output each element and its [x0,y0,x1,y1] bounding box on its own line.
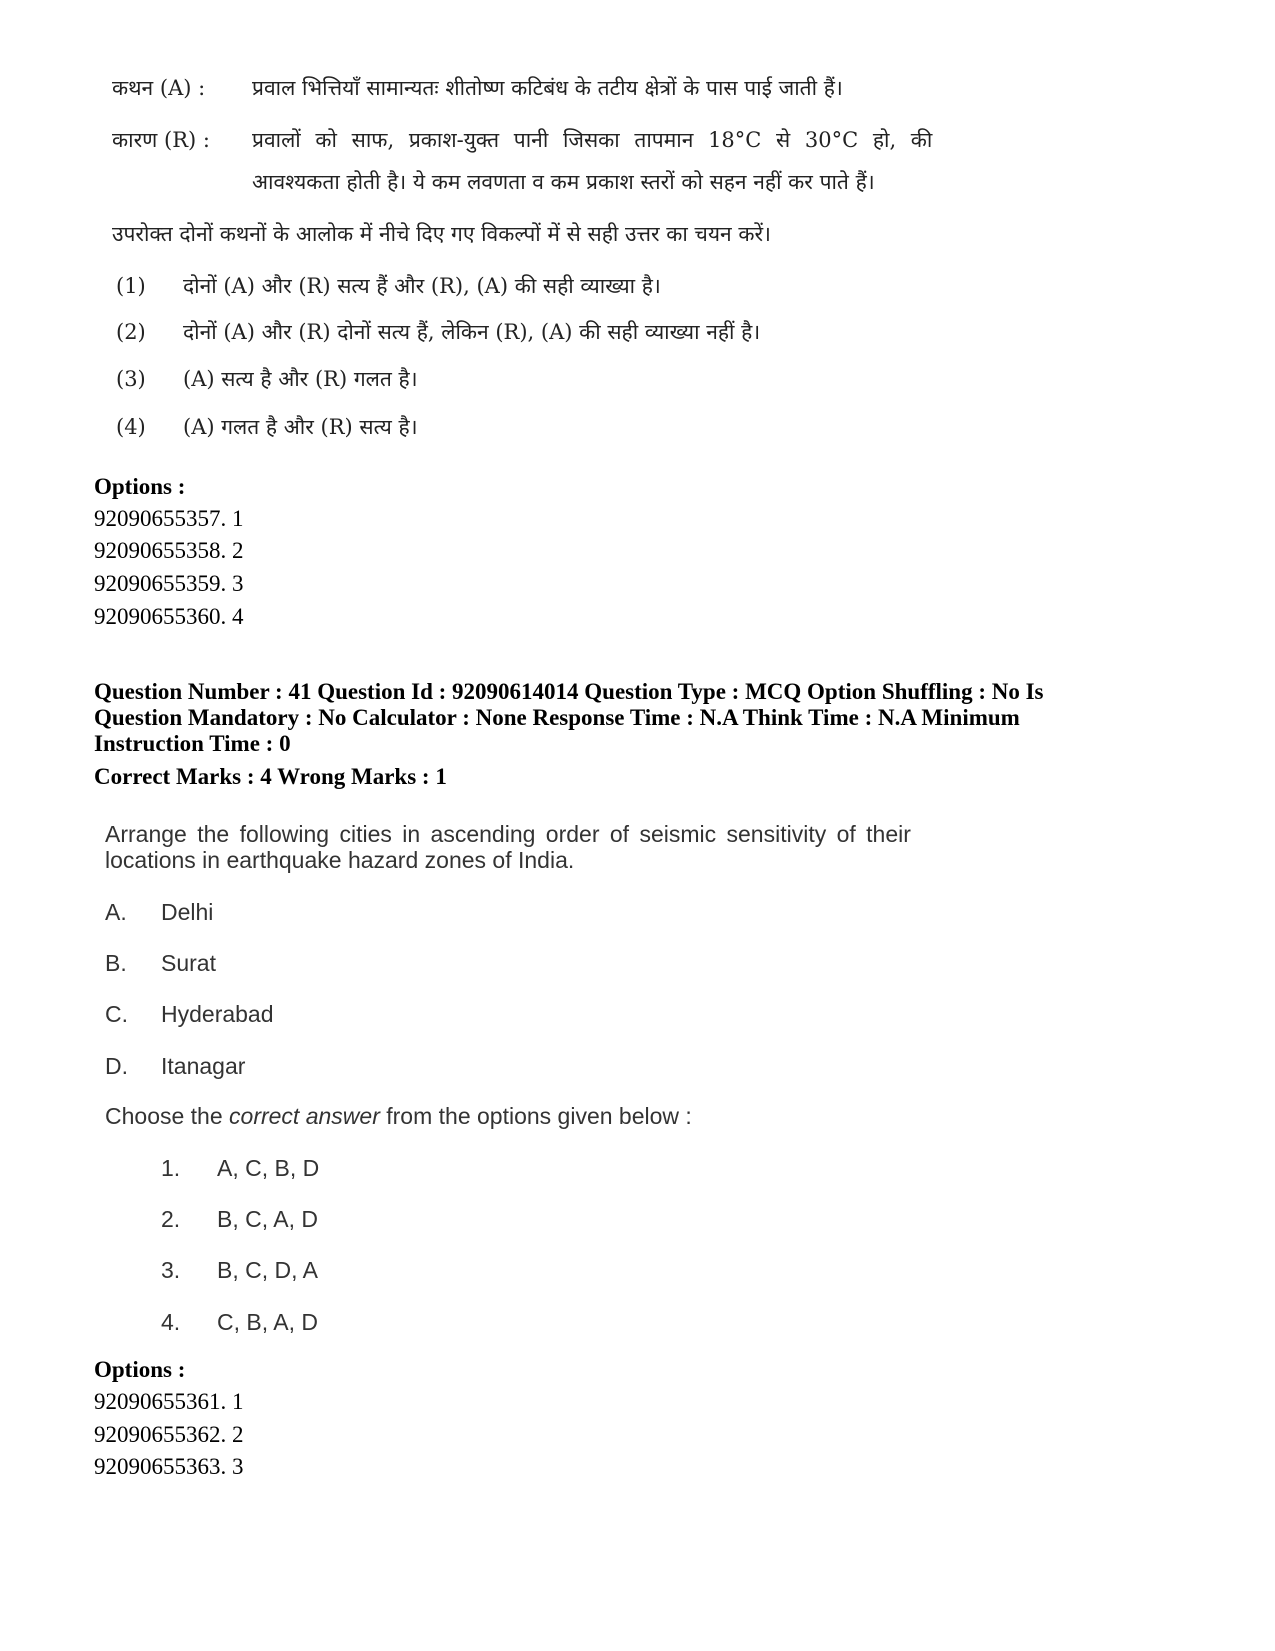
item-letter: A. [105,899,127,925]
item-letter: C. [105,1001,128,1027]
option-id: 92090655362. 2 [94,1422,244,1447]
choice-number: 4. [161,1309,181,1335]
item-text: Delhi [161,899,214,925]
item-letter: B. [105,950,127,976]
options-label: Options : [94,474,186,499]
question-meta-line2: Question Mandatory : No Calculator : None Response Time : N.A Think Time : N.A Minimum [94,705,1020,730]
item-letter: D. [105,1053,128,1079]
choice-text: (A) गलत है और (R) सत्य है। [183,415,418,439]
choice-number: 1. [161,1155,181,1181]
option-id: 92090655360. 4 [94,604,244,629]
item-text: Hyderabad [161,1001,274,1027]
instruction-text: उपरोक्त दोनों कथनों के आलोक में नीचे दिए गए विकल्पों में से सही उत्तर का चयन करें। [112,222,772,246]
question-text-line2: locations in earthquake hazard zones of India. [105,847,575,873]
question-meta-line3: Instruction Time : 0 [94,731,291,756]
choice-number: (3) [116,367,146,391]
option-id: 92090655358. 2 [94,538,244,563]
choose-instruction [105,1105,692,1128]
choice-number: 3. [161,1257,181,1283]
option-id: 92090655357. 1 [94,506,244,531]
choose-post: from the options given below : [379,1103,692,1129]
option-id: 92090655359. 3 [94,571,244,596]
reason-text-line1: प्रवालों को साफ, प्रकाश-युक्त पानी जिसका तापमान 18°C से 30°C हो, की [252,128,933,152]
choice-text: दोनों (A) और (R) सत्य हैं और (R), (A) की सही व्याख्या है। [183,274,661,298]
marks-line: Correct Marks : 4 Wrong Marks : 1 [94,764,447,789]
choice-text: B, C, D, A [217,1257,318,1283]
option-id: 92090655363. 3 [94,1454,244,1479]
choice-text: A, C, B, D [217,1155,320,1181]
reason-text-line2: आवश्यकता होती है। ये कम लवणता व कम प्रकाश स्तरों को सहन नहीं कर पाते हैं। [252,170,875,194]
choose-emphasis: correct answer [229,1103,380,1129]
choice-number: (1) [116,274,146,298]
choice-text: दोनों (A) और (R) दोनों सत्य हैं, लेकिन (R), (A) की सही व्याख्या नहीं है। [183,320,761,344]
options-label: Options : [94,1357,186,1382]
choice-text: (A) सत्य है और (R) गलत है। [183,367,418,391]
question-text-line1: Arrange the following cities in ascending order of seismic sensitivity of their [105,821,911,847]
assertion-text: प्रवाल भित्तियाँ सामान्यतः शीतोष्ण कटिबंध के तटीय क्षेत्रों के पास पाई जाती हैं। [252,76,843,100]
question-meta-line1: Question Number : 41 Question Id : 92090614014 Question Type : MCQ Option Shuffling : No Is [94,679,1044,704]
item-text: Itanagar [161,1053,246,1079]
reason-label: कारण (R) : [112,128,210,152]
choose-pre: Choose the [105,1103,230,1129]
choice-text: C, B, A, D [217,1309,318,1335]
choice-number: (2) [116,320,146,344]
choice-number: (4) [116,415,146,439]
item-text: Surat [161,950,216,976]
choice-number: 2. [161,1206,181,1232]
choice-text: B, C, A, D [217,1206,318,1232]
option-id: 92090655361. 1 [94,1389,244,1414]
assertion-label: कथन (A) : [112,76,206,100]
